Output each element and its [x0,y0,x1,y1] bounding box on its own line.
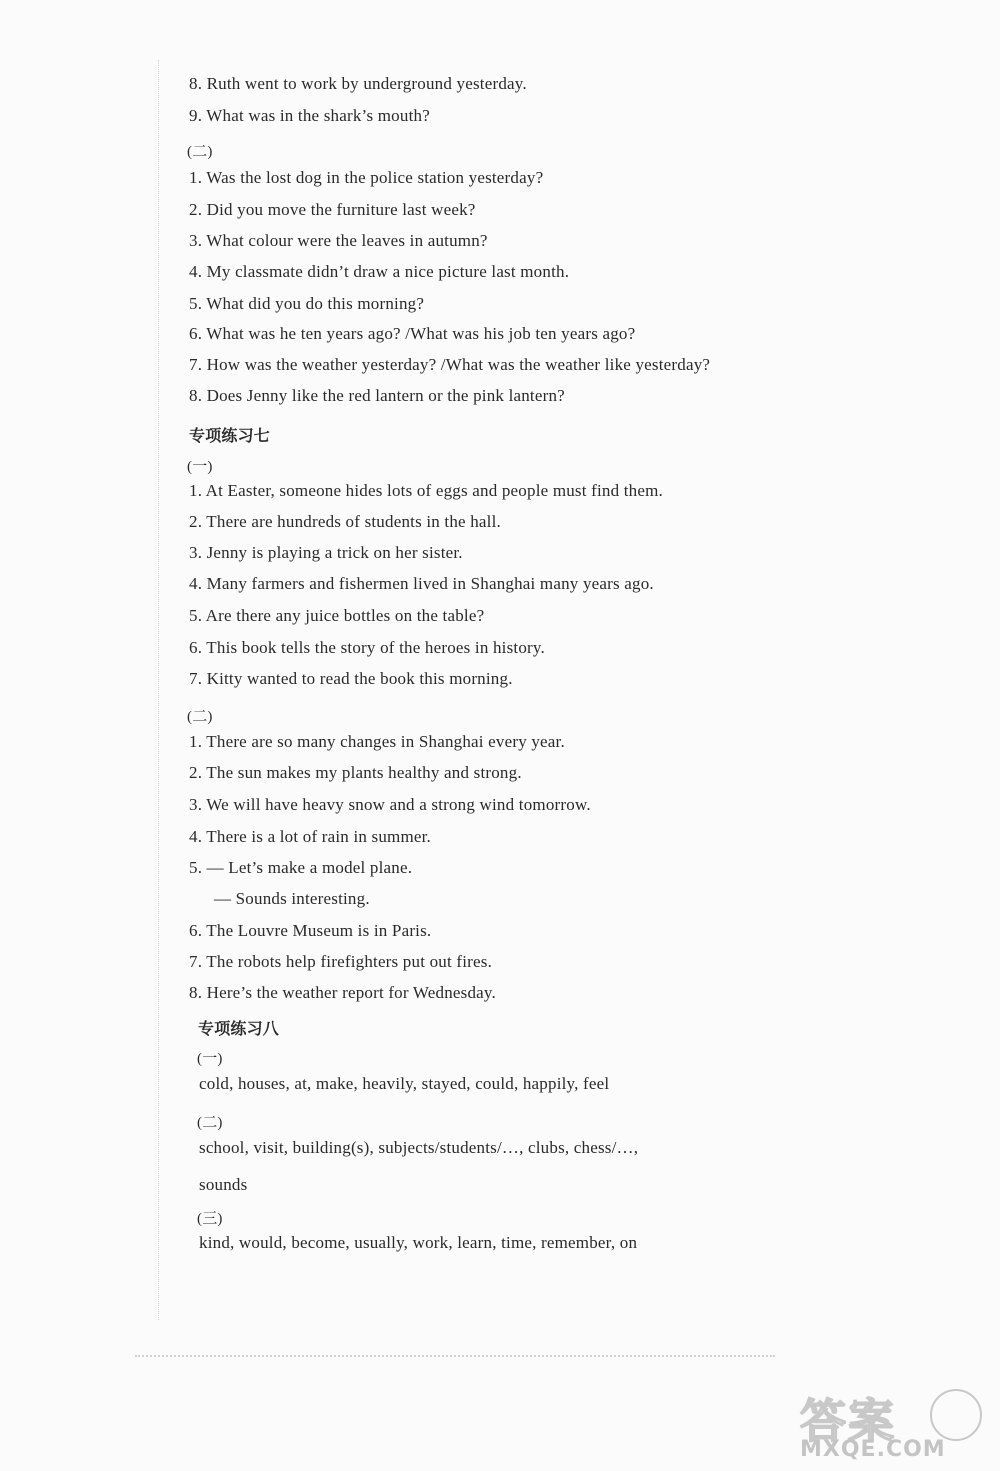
bottom-rule [135,1355,775,1357]
margin-line [158,60,159,1320]
answer-line: 8. Here’s the weather report for Wednesday. [189,983,496,1002]
answer-line: 6. The Louvre Museum is in Paris. [189,921,432,940]
part-label: (二) [187,709,213,725]
answer-line: 6. This book tells the story of the heroes in history. [189,638,545,657]
answer-line: 3. Jenny is playing a trick on her sister. [189,543,463,562]
answer-line: 5. Are there any juice bottles on the table? [189,606,485,625]
answer-line: school, visit, building(s), subjects/students/…, clubs, chess/…, [199,1138,639,1157]
section-title: 专项练习八 [198,1019,280,1038]
answer-line: 7. The robots help firefighters put out fires. [189,952,493,971]
answer-line: 2. There are hundreds of students in the hall. [189,512,501,531]
answer-line: 7. Kitty wanted to read the book this morning. [189,669,513,688]
watermark-en: MXQE.COM [800,1437,946,1462]
answer-line: 4. There is a lot of rain in summer. [189,827,432,846]
answer-line: — Sounds interesting. [214,889,370,908]
part-label: (二) [187,144,213,160]
answer-line: 1. There are so many changes in Shanghai every year. [189,732,565,751]
answer-line: cold, houses, at, make, heavily, stayed, could, happily, feel [199,1074,610,1093]
part-label: (二) [197,1115,223,1131]
part-label: (三) [197,1211,223,1227]
watermark-badge-icon [930,1389,982,1441]
answer-line: 8. Does Jenny like the red lantern or the pink lantern? [189,386,565,405]
part-label: (一) [187,459,213,475]
answer-line: kind, would, become, usually, work, learn, time, remember, on [199,1233,638,1252]
section-title: 专项练习七 [189,426,271,445]
watermark-logo [800,1385,990,1465]
answer-line: 8. Ruth went to work by underground yesterday. [189,74,527,93]
answer-line: 7. How was the weather yesterday? /What was the weather like yesterday? [189,355,711,374]
part-label: (一) [197,1051,223,1067]
answer-line: 6. What was he ten years ago? /What was his job ten years ago? [189,324,636,343]
answer-line: 1. At Easter, someone hides lots of eggs and people must find them. [189,481,664,500]
answer-line: 4. Many farmers and fishermen lived in Shanghai many years ago. [189,574,654,593]
answer-line: 3. We will have heavy snow and a strong wind tomorrow. [189,795,591,814]
answer-line: 5. — Let’s make a model plane. [189,858,413,877]
answer-line: 3. What colour were the leaves in autumn? [189,231,488,250]
answer-line: 4. My classmate didn’t draw a nice picture last month. [189,262,570,281]
answer-line: 2. The sun makes my plants healthy and strong. [189,763,522,782]
answer-line: 9. What was in the shark’s mouth? [189,106,430,125]
answer-line: 2. Did you move the furniture last week? [189,200,476,219]
watermark-cn: 答案 [800,1394,896,1448]
answer-line: 1. Was the lost dog in the police station yesterday? [189,168,544,187]
answer-line: sounds [199,1175,248,1194]
answer-line: 5. What did you do this morning? [189,294,425,313]
